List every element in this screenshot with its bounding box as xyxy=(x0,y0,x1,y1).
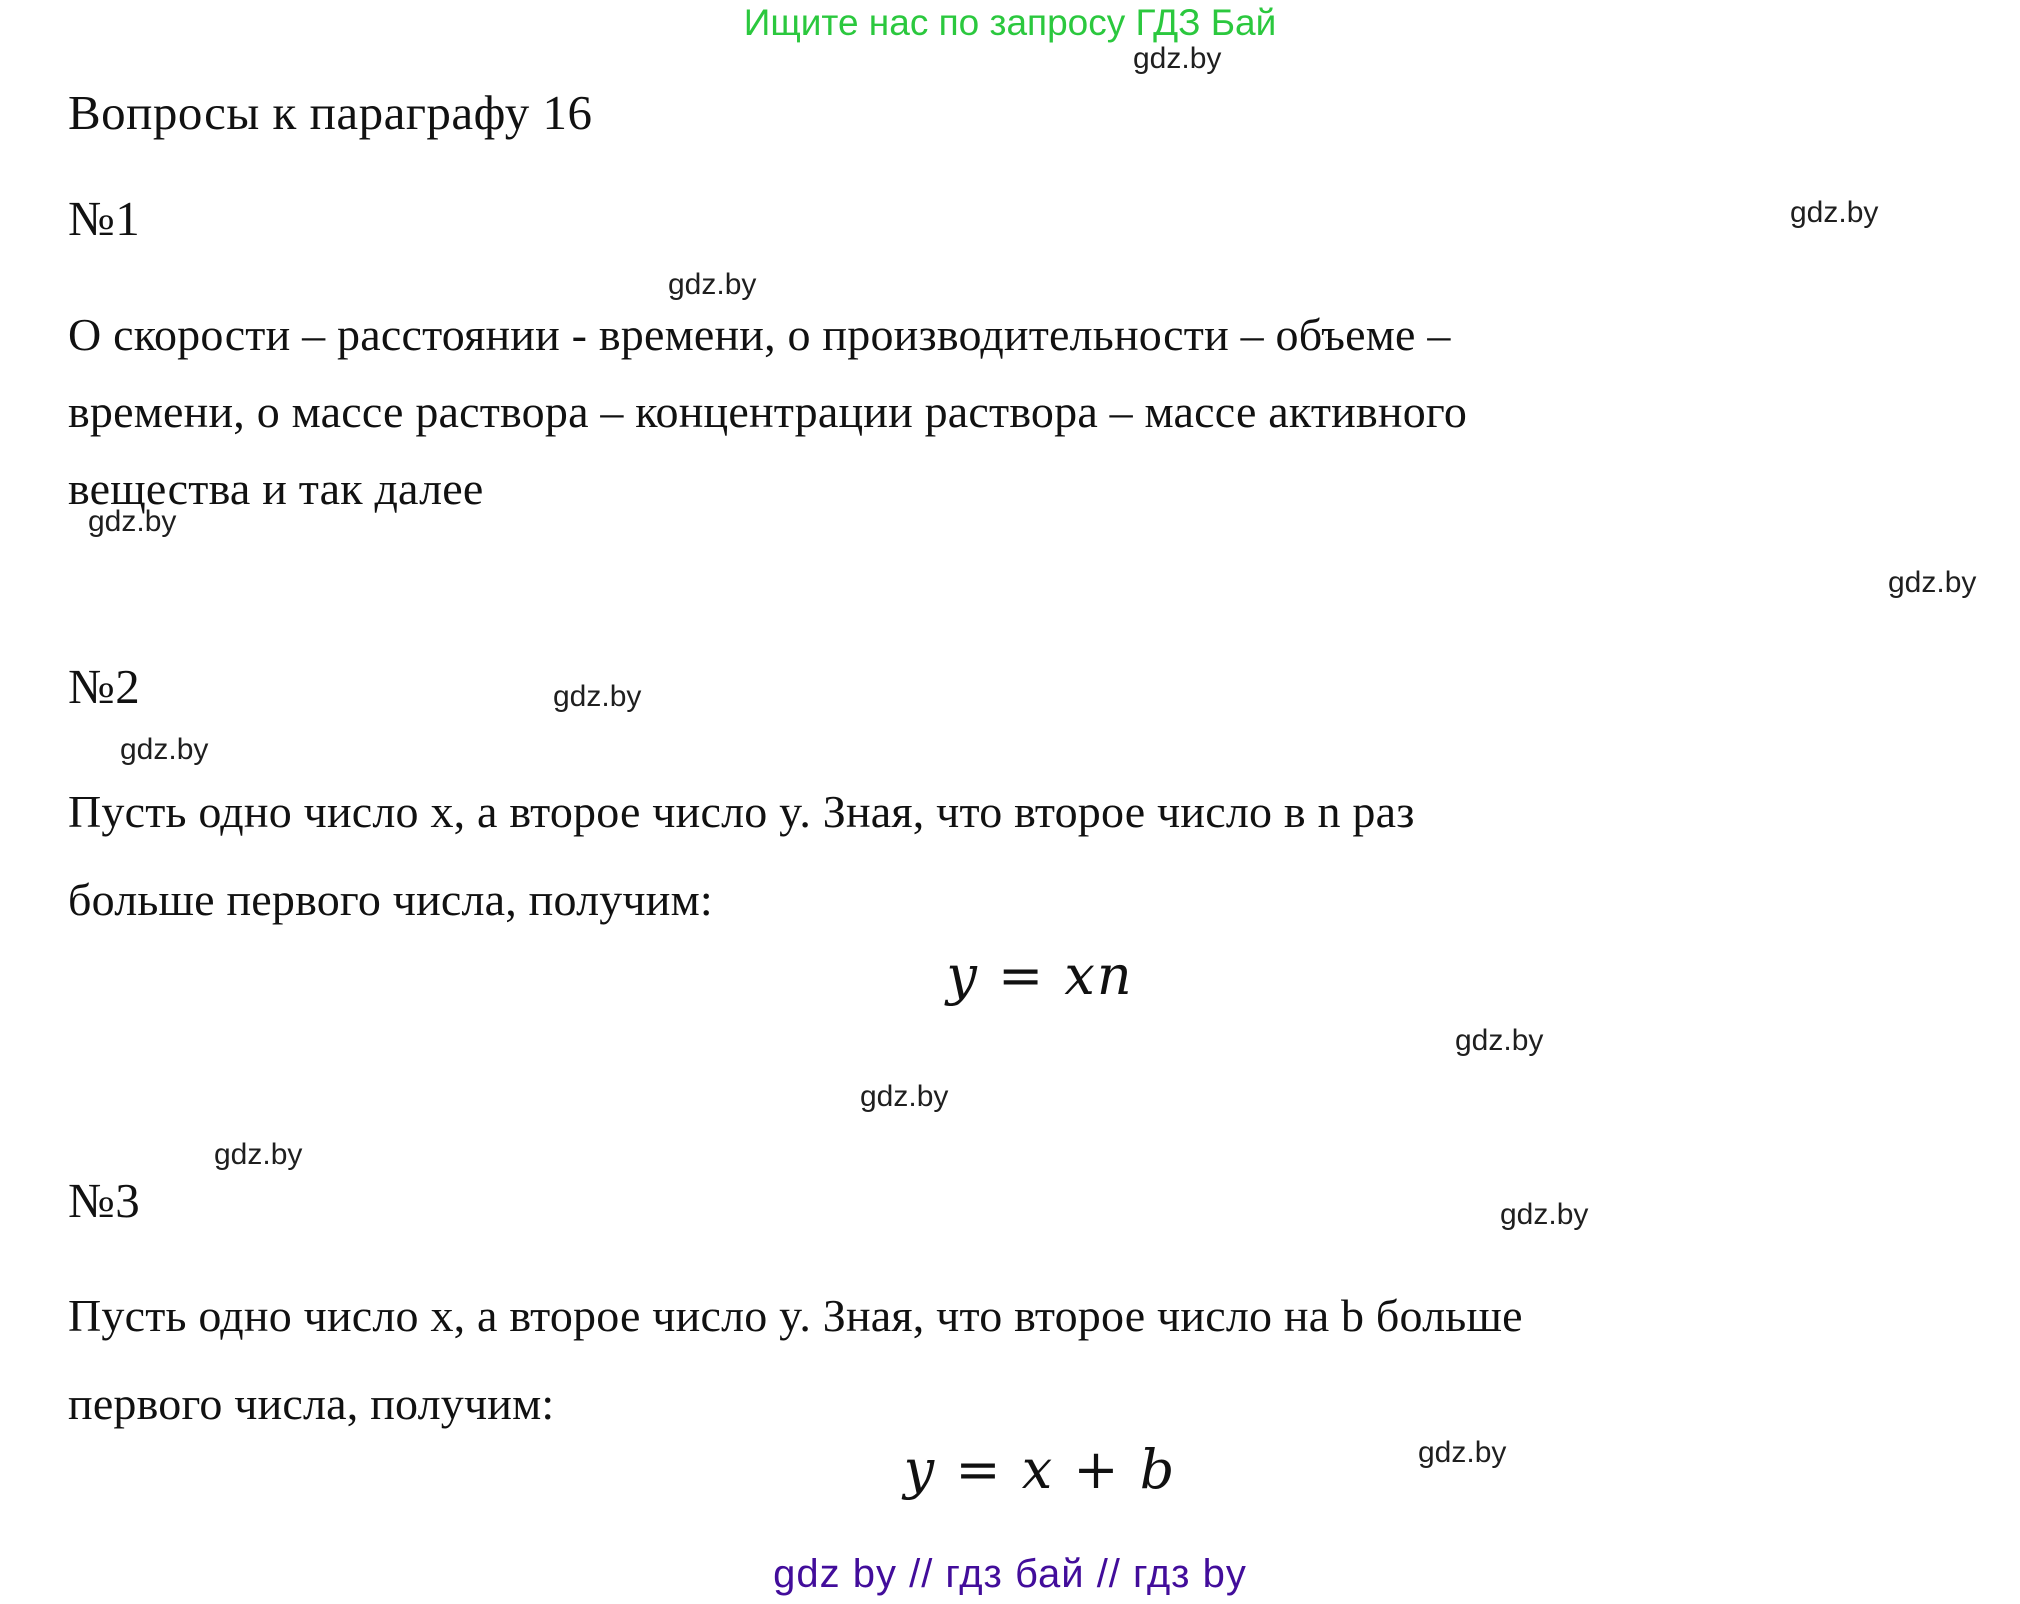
watermark-gdzby: gdz.by xyxy=(1500,1198,1589,1231)
answer-2-line: Пусть одно число x, а второе число y. Зная, что второе число в n раз xyxy=(68,786,1415,837)
answer-1-line: вещества и так далее xyxy=(68,463,484,514)
answer-1-text xyxy=(68,296,1980,527)
answer-2-line: больше первого числа, получим: xyxy=(68,874,713,925)
answer-2-text xyxy=(68,768,1980,944)
promo-banner-text: Ищите нас по запросу ГДЗ Бай xyxy=(743,2,1277,43)
answer-3-line: первого числа, получим: xyxy=(68,1378,555,1429)
footer-site-links: gdz by // гдз бай // гдз by xyxy=(773,1552,1247,1596)
formula-y-equals-x-plus-b: y = x + b xyxy=(903,1438,1177,1501)
watermark-gdzby: gdz.by xyxy=(214,1138,303,1171)
watermark-gdzby: gdz.by xyxy=(553,680,642,713)
watermark-gdzby: gdz.by xyxy=(668,268,757,301)
watermark-gdzby: gdz.by xyxy=(1418,1436,1507,1469)
watermark-gdzby: gdz.by xyxy=(1455,1024,1544,1057)
formula-y-equals-xn: y = xn xyxy=(946,944,1134,1007)
answer-1-line: О скорости – расстоянии - времени, о производительности – объеме – xyxy=(68,309,1451,360)
page-title: Вопросы к параграфу 16 xyxy=(68,85,593,140)
answer-1-line: времени, о массе раствора – концентрации раствора – массе активного xyxy=(68,386,1468,437)
watermark-gdzby: gdz.by xyxy=(1888,566,1977,599)
watermark-gdzby: gdz.by xyxy=(1133,42,1222,75)
question-3-number: №3 xyxy=(68,1173,141,1228)
watermark-gdzby: gdz.by xyxy=(860,1080,949,1113)
watermark-gdzby: gdz.by xyxy=(120,733,209,766)
watermark-gdzby: gdz.by xyxy=(88,505,177,538)
answer-3-line: Пусть одно число x, а второе число y. Зная, что второе число на b больше xyxy=(68,1290,1523,1341)
question-2-number: №2 xyxy=(68,659,141,714)
watermark-gdzby: gdz.by xyxy=(1790,196,1879,229)
question-1-number: №1 xyxy=(68,191,141,246)
answer-3-text xyxy=(68,1272,1980,1448)
